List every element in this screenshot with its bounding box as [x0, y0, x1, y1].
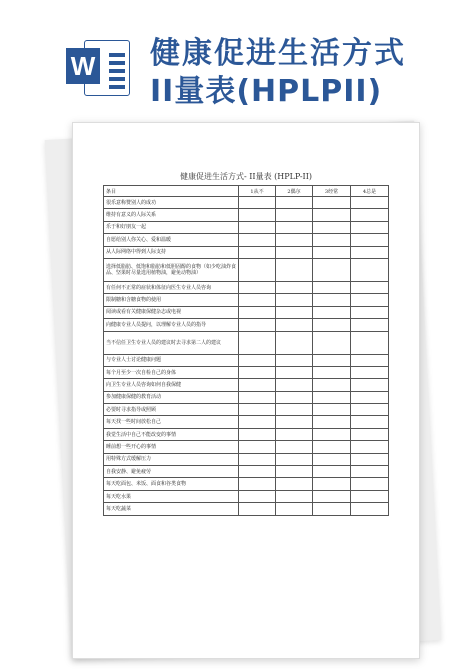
rating-cell[interactable]: [313, 379, 351, 391]
rating-cell[interactable]: [276, 379, 313, 391]
rating-cell[interactable]: [313, 503, 351, 515]
table-row: [104, 281, 389, 293]
rating-cell[interactable]: [351, 354, 389, 366]
rating-cell[interactable]: [276, 416, 313, 428]
table-row: [104, 354, 389, 366]
item-text: 向卫生专业人员咨询如何自我保健: [104, 379, 239, 391]
rating-cell[interactable]: [313, 197, 351, 209]
rating-cell[interactable]: [276, 366, 313, 378]
rating-cell[interactable]: [276, 197, 313, 209]
rating-cell[interactable]: [351, 478, 389, 490]
rating-cell[interactable]: [276, 428, 313, 440]
item-text: 从人际网络中得到人际支持: [104, 246, 239, 258]
item-text: 很乐意称赞别人的成功: [104, 197, 239, 209]
rating-cell[interactable]: [239, 221, 276, 233]
rating-cell[interactable]: [351, 281, 389, 293]
rating-cell[interactable]: [313, 391, 351, 403]
item-text: 乐于和好朋友一起: [104, 221, 239, 233]
rating-cell[interactable]: [313, 478, 351, 490]
item-text: 限制糖和含糖食物的使用: [104, 294, 239, 306]
table-row: [104, 331, 389, 354]
banner-title-line2: II量表(HPLPII): [150, 74, 383, 109]
rating-cell[interactable]: [239, 428, 276, 440]
rating-cell[interactable]: [313, 331, 351, 354]
rating-cell[interactable]: [313, 404, 351, 416]
item-text: 维持有意义的人际关系: [104, 209, 239, 221]
rating-cell[interactable]: [276, 234, 313, 246]
table-row: [104, 319, 389, 331]
rating-cell[interactable]: [313, 234, 351, 246]
rating-cell[interactable]: [313, 319, 351, 331]
rating-cell[interactable]: [239, 453, 276, 465]
table-row: [104, 416, 389, 428]
rating-cell[interactable]: [239, 209, 276, 221]
rating-cell[interactable]: [239, 319, 276, 331]
rating-cell[interactable]: [276, 453, 313, 465]
rating-cell[interactable]: [239, 294, 276, 306]
rating-cell[interactable]: [313, 306, 351, 318]
rating-cell[interactable]: [351, 319, 389, 331]
rating-cell[interactable]: [239, 490, 276, 502]
column-header-never: 1从不: [239, 186, 276, 197]
rating-cell[interactable]: [313, 416, 351, 428]
rating-cell[interactable]: [239, 331, 276, 354]
rating-cell[interactable]: [351, 466, 389, 478]
table-row: [104, 453, 389, 465]
column-header-sometimes: 2偶尔: [276, 186, 313, 197]
item-text: 必要时寻求指导或照顾: [104, 404, 239, 416]
rating-cell[interactable]: [276, 294, 313, 306]
rating-cell[interactable]: [276, 404, 313, 416]
word-icon-letter: W: [66, 48, 100, 84]
rating-cell[interactable]: [351, 366, 389, 378]
rating-cell[interactable]: [276, 209, 313, 221]
item-text: 自愿给别人你关心、爱和温暖: [104, 234, 239, 246]
item-text: 参加健康保健的教育活动: [104, 391, 239, 403]
table-row: [104, 221, 389, 233]
rating-cell[interactable]: [351, 428, 389, 440]
rating-cell[interactable]: [276, 354, 313, 366]
item-text: 向健康专业人员提问，以理解专业人员的指导: [104, 319, 239, 331]
rating-cell[interactable]: [239, 404, 276, 416]
rating-cell[interactable]: [351, 391, 389, 403]
rating-cell[interactable]: [239, 478, 276, 490]
word-icon-line: [109, 53, 125, 57]
table-row: [104, 294, 389, 306]
rating-cell[interactable]: [351, 294, 389, 306]
rating-cell[interactable]: [239, 503, 276, 515]
rating-cell[interactable]: [239, 354, 276, 366]
rating-cell[interactable]: [351, 197, 389, 209]
word-icon: [66, 36, 130, 96]
rating-cell[interactable]: [276, 441, 313, 453]
table-row: [104, 197, 389, 209]
table-row: [104, 490, 389, 502]
item-text: 睡前想一些开心的事情: [104, 441, 239, 453]
table-row: [104, 209, 389, 221]
table-row: [104, 366, 389, 378]
rating-cell[interactable]: [351, 234, 389, 246]
item-text: 自我安静、避免疲劳: [104, 466, 239, 478]
word-icon-line: [109, 61, 125, 65]
rating-cell[interactable]: [351, 379, 389, 391]
rating-cell[interactable]: [313, 453, 351, 465]
rating-cell[interactable]: [239, 306, 276, 318]
item-text: 每天吃蔬菜: [104, 503, 239, 515]
rating-cell[interactable]: [276, 503, 313, 515]
word-icon-line: [109, 77, 125, 81]
rating-cell[interactable]: [351, 246, 389, 258]
rating-cell[interactable]: [351, 453, 389, 465]
rating-cell[interactable]: [276, 466, 313, 478]
table-row: [104, 391, 389, 403]
rating-cell[interactable]: [276, 478, 313, 490]
rating-cell[interactable]: [276, 258, 313, 281]
rating-cell[interactable]: [276, 391, 313, 403]
rating-cell[interactable]: [239, 246, 276, 258]
table-row: [104, 466, 389, 478]
column-header-often: 3经常: [313, 186, 351, 197]
rating-cell[interactable]: [276, 331, 313, 354]
rating-cell[interactable]: [239, 391, 276, 403]
item-text: 与专业人士讨论健康问题: [104, 354, 239, 366]
table-body: [104, 197, 389, 516]
table-row: [104, 478, 389, 490]
rating-cell[interactable]: [313, 246, 351, 258]
banner-title-line1: 健康促进生活方式: [150, 36, 406, 71]
rating-cell[interactable]: [313, 294, 351, 306]
rating-cell[interactable]: [313, 221, 351, 233]
rating-cell[interactable]: [239, 258, 276, 281]
rating-cell[interactable]: [313, 354, 351, 366]
rating-cell[interactable]: [351, 209, 389, 221]
item-text: 有任何不正常的症状和体征向医生专业人员咨询: [104, 281, 239, 293]
column-header-always: 4总是: [351, 186, 389, 197]
rating-cell[interactable]: [313, 466, 351, 478]
rating-cell[interactable]: [239, 234, 276, 246]
rating-cell[interactable]: [351, 306, 389, 318]
rating-cell[interactable]: [276, 319, 313, 331]
rating-cell[interactable]: [313, 209, 351, 221]
rating-cell[interactable]: [276, 221, 313, 233]
table-row: [104, 246, 389, 258]
rating-cell[interactable]: [239, 379, 276, 391]
table-header-row: [104, 186, 389, 197]
table-row: [104, 258, 389, 281]
rating-cell[interactable]: [351, 331, 389, 354]
item-text: 选择低脂肪、低饱和脂肪和低胆固醇的食物（如少吃油炸食品、坚果时尽量选用植物油，避免动物油）: [104, 258, 239, 281]
rating-cell[interactable]: [351, 221, 389, 233]
table-row: [104, 234, 389, 246]
rating-cell[interactable]: [313, 428, 351, 440]
column-header-item: 条目: [104, 186, 239, 197]
table-row: [104, 306, 389, 318]
item-text: 每个月至少一次自检自己的身体: [104, 366, 239, 378]
item-text: 每天吃水果: [104, 490, 239, 502]
header-banner: [0, 0, 474, 110]
rating-cell[interactable]: [239, 416, 276, 428]
rating-cell[interactable]: [239, 466, 276, 478]
item-text: 当不信任卫生专业人员的建议时去寻求第二人的建议: [104, 331, 239, 354]
rating-cell[interactable]: [313, 441, 351, 453]
item-text: 每天吃面包、米饭、面食和谷类食物: [104, 478, 239, 490]
item-text: 用特殊方式缓解压力: [104, 453, 239, 465]
table-row: [104, 379, 389, 391]
rating-cell[interactable]: [351, 441, 389, 453]
document-page: [72, 122, 420, 659]
rating-cell[interactable]: [239, 366, 276, 378]
item-text: 阅读或看有关健康保健杂志或电视: [104, 306, 239, 318]
rating-cell[interactable]: [239, 197, 276, 209]
rating-cell[interactable]: [313, 366, 351, 378]
scale-table: [103, 185, 389, 516]
rating-cell[interactable]: [351, 490, 389, 502]
rating-cell[interactable]: [313, 281, 351, 293]
table-row: [104, 503, 389, 515]
rating-cell[interactable]: [276, 306, 313, 318]
rating-cell[interactable]: [276, 281, 313, 293]
word-icon-line: [109, 69, 125, 73]
document-title: 健康促进生活方式- II量表 (HPLP-II): [180, 172, 312, 181]
rating-cell[interactable]: [276, 490, 313, 502]
table-row: [104, 428, 389, 440]
rating-cell[interactable]: [276, 246, 313, 258]
word-icon-line: [109, 85, 125, 89]
item-text: 我觉生活中自己不能改变的事情: [104, 428, 239, 440]
item-text: 每天找一些时间放松自己: [104, 416, 239, 428]
rating-cell[interactable]: [313, 490, 351, 502]
table-row: [104, 404, 389, 416]
rating-cell[interactable]: [239, 441, 276, 453]
rating-cell[interactable]: [351, 258, 389, 281]
rating-cell[interactable]: [351, 416, 389, 428]
rating-cell[interactable]: [313, 258, 351, 281]
rating-cell[interactable]: [239, 281, 276, 293]
rating-cell[interactable]: [351, 503, 389, 515]
table-row: [104, 441, 389, 453]
rating-cell[interactable]: [351, 404, 389, 416]
